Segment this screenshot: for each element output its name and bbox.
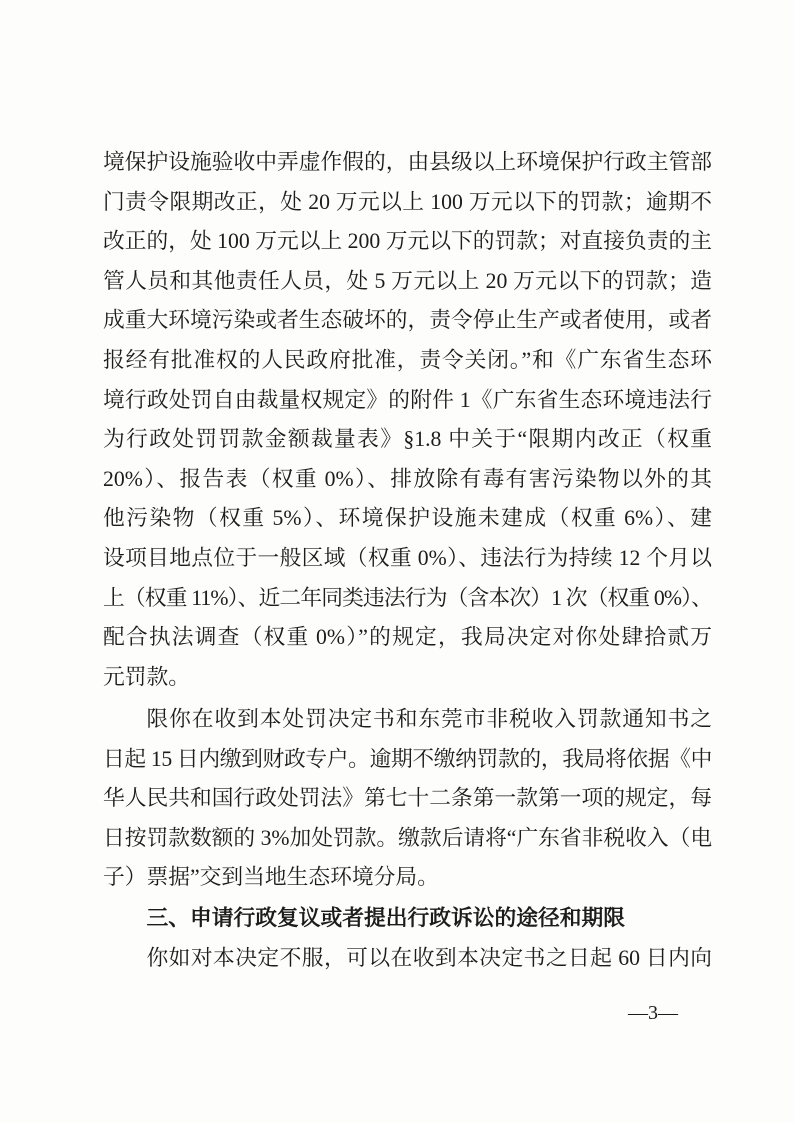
section-heading: 三、申请行政复议或者提出行政诉讼的途径和期限 bbox=[146, 906, 625, 932]
penalty-basis-paragraph bbox=[103, 143, 712, 697]
paragraph-1-line: 他污染物（权重 5%）、环境保护设施未建成（权重 6%）、建 bbox=[103, 506, 712, 531]
paragraph-2-line: 子）票据”交到当地生态环境分局。 bbox=[103, 865, 439, 890]
paragraph-1-line: 设项目地点位于一般区域（权重 0%）、违法行为持续 12 个月以 bbox=[103, 545, 712, 570]
paragraph-2-line: 日起 15 日内缴到财政专户。逾期不缴纳罚款的，我局将依据《中 bbox=[103, 746, 712, 771]
paragraph-1-line: 境行政处罚自由裁量权规定》的附件 1《广东省生态环境违法行 bbox=[103, 387, 712, 412]
paragraph-1-line: 管人员和其他责任人员，处 5 万元以上 20 万元以下的罚款；造 bbox=[103, 268, 712, 293]
paragraph-1-line: 上（权重 11%）、近二年同类违法行为（含本次）1 次（权重 0%）、 bbox=[103, 585, 712, 610]
paragraph-2-line: 日按罚款数额的 3%加处罚款。缴款后请将“广东省非税收入（电 bbox=[103, 825, 712, 850]
paragraph-3-line: 你如对本决定不服，可以在收到本决定书之日起 60 日内向 bbox=[146, 946, 712, 971]
paragraph-1-line: 改正的，处 100 万元以上 200 万元以下的罚款；对直接负责的主 bbox=[103, 229, 712, 254]
paragraph-1-line: 报经有批准权的人民政府批准，责令关闭。”和《广东省生态环 bbox=[103, 347, 712, 372]
document-body bbox=[103, 143, 712, 979]
paragraph-1-line: 20%）、报告表（权重 0%）、排放除有毒有害污染物以外的其 bbox=[103, 466, 712, 491]
payment-instructions-paragraph bbox=[103, 700, 712, 898]
page-number: —3— bbox=[628, 1002, 678, 1024]
paragraph-1-line: 配合执法调查（权重 0%）”的规定，我局决定对你处肆拾贰万 bbox=[103, 625, 712, 650]
paragraph-2-line: 限你在收到本处罚决定书和东莞市非税收入罚款通知书之 bbox=[146, 706, 712, 731]
paragraph-1-line: 为行政处罚罚款金额裁量表》§1.8 中关于“限期内改正（权重 bbox=[103, 427, 712, 452]
paragraph-1-line: 元罚款。 bbox=[103, 664, 190, 689]
appeal-paragraph bbox=[103, 939, 712, 979]
paragraph-1-line: 门责令限期改正，处 20 万元以上 100 万元以下的罚款；逾期不 bbox=[103, 189, 712, 214]
paragraph-2-line: 华人民共和国行政处罚法》第七十二条第一款第一项的规定，每 bbox=[103, 786, 712, 811]
paragraph-1-line: 成重大环境污染或者生态破坏的，责令停止生产或者使用，或者 bbox=[103, 308, 712, 333]
paragraph-1-line: 境保护设施验收中弄虚作假的，由县级以上环境保护行政主管部 bbox=[103, 150, 712, 174]
